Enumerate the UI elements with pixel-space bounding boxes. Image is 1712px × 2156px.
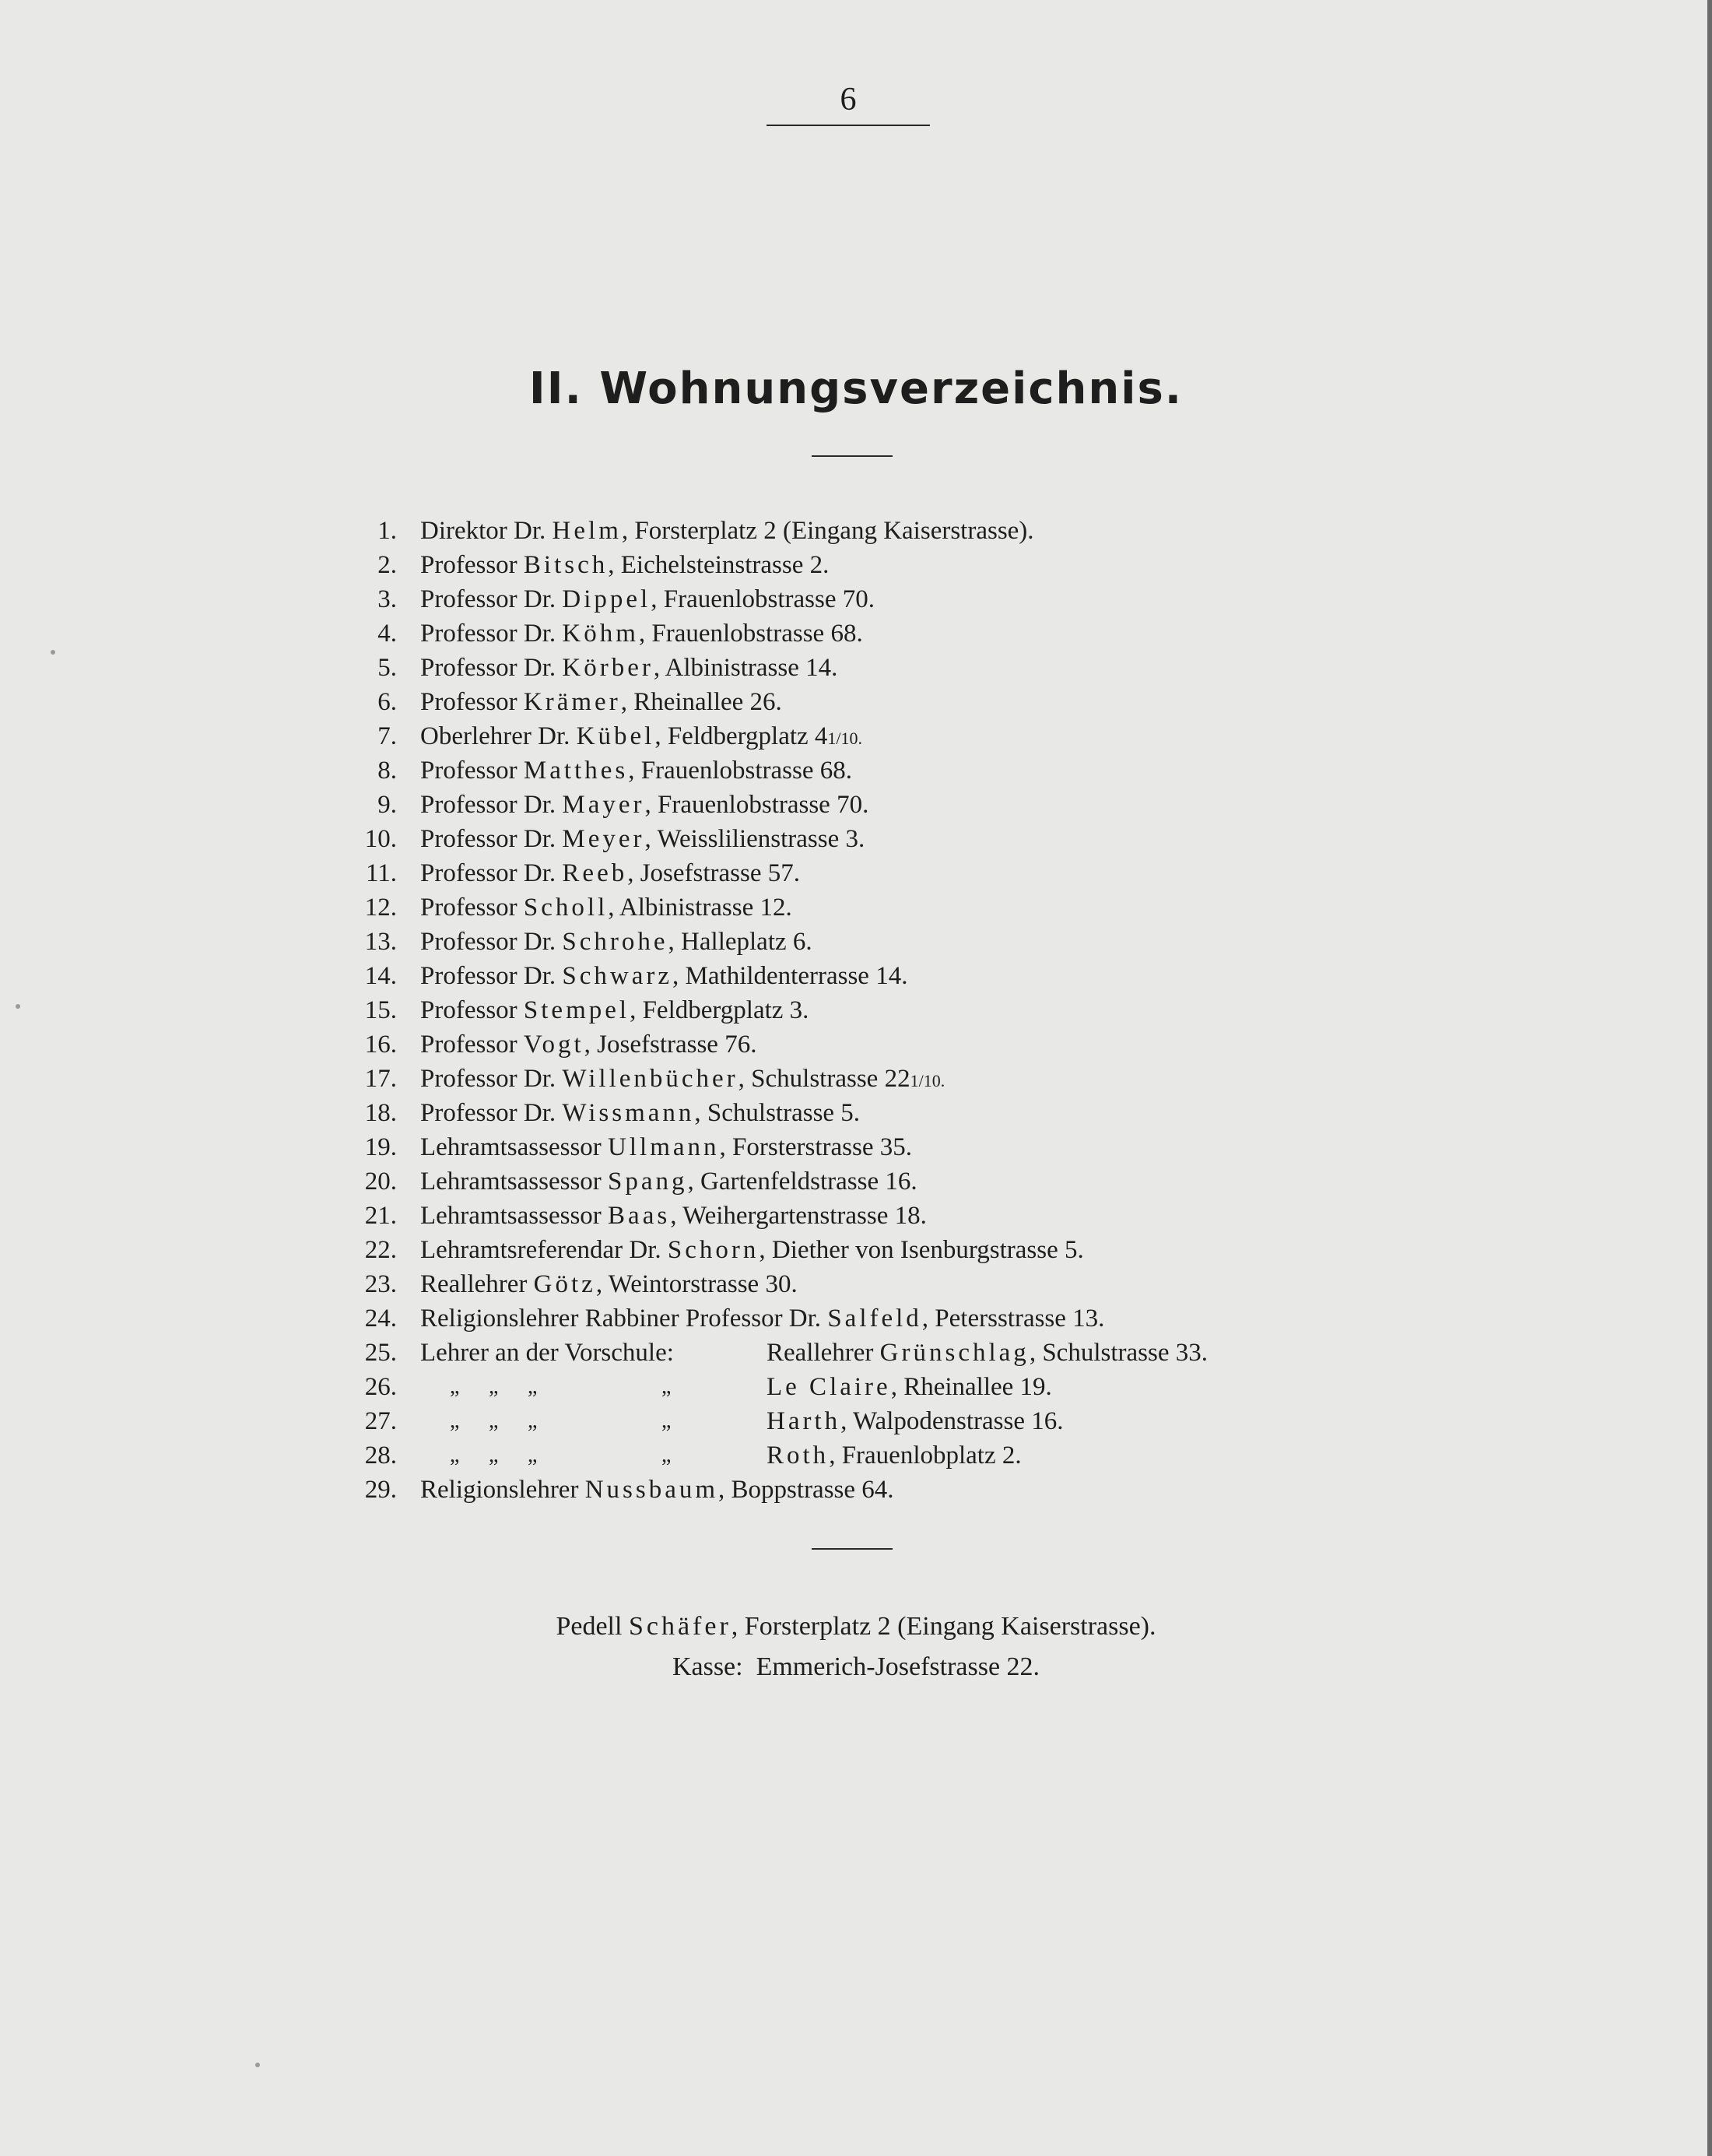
entry-role: Professor [420,551,524,579]
entry-number: 11. [365,859,397,887]
list-item [0,753,1712,788]
entry-number: 22. [364,1236,397,1264]
entry-address: , Feldbergplatz 4 [654,722,828,750]
entry-address: , Halleplatz 6. [668,928,812,956]
entry-name: Ullmann [608,1133,720,1161]
entry-address: , Weihergartenstrasse 18. [670,1202,927,1230]
page-number-rule [767,125,930,126]
pedell-line [0,1607,1712,1646]
entry-name: Wissmann [562,1099,695,1127]
entry-address: , Frauenlobstrasse 70. [644,791,869,819]
entry-address: , Walpodenstrasse 16. [840,1407,1064,1435]
entry-role: Reallehrer [420,1270,534,1298]
list-item [0,651,1712,685]
ditto-mark: „ [450,1443,460,1467]
entry-role: Professor Dr. [420,585,563,613]
list-item [0,1336,1712,1370]
entry-number: 28. [364,1441,397,1470]
entry-name: Meyer [562,825,645,853]
entry-role: Professor [420,1031,524,1059]
entry-number: 14. [364,962,397,990]
entry-number: 17. [364,1065,397,1093]
entry-address: , Schulstrasse 33. [1029,1339,1208,1367]
list-item [0,548,1712,582]
entry-role: Lehramtsassessor [420,1168,609,1196]
entry-number: 26. [364,1373,397,1401]
entry-role: Professor Dr. [420,859,563,887]
pedell-name: Schäfer [628,1612,731,1641]
entry-number: 4. [377,620,397,648]
entry-role: Direktor Dr. [420,517,553,545]
entry-address: , Weintorstrasse 30. [595,1270,798,1298]
entry-number: 20. [364,1168,397,1196]
entry-role: Professor [420,757,524,785]
list-item [0,616,1712,651]
entry-number: 25. [364,1339,397,1367]
ditto-mark: „ [528,1443,538,1467]
entry-address: , Schulstrasse 5. [694,1099,861,1127]
entry-number: 2. [377,551,397,579]
list-item [0,1199,1712,1233]
entry-name: Le Claire [767,1373,891,1401]
list-item [0,1438,1712,1473]
entry-role: Professor Dr. [420,962,563,990]
scan-speck [255,2063,260,2067]
entry-address: , Rheinallee 19. [890,1373,1052,1401]
pedell-address: , Forsterplatz 2 (Eingang Kaiserstrasse). [731,1612,1156,1641]
entry-name: Willenbücher [562,1065,738,1093]
entry-role: Professor Dr. [420,825,563,853]
entry-number: 18. [364,1099,397,1127]
ditto-mark: „ [528,1375,538,1399]
vorschule-heading: Lehrer an der Vorschule: [420,1339,674,1367]
residence-list [0,514,1712,1507]
entry-address: , Boppstrasse 64. [718,1476,894,1504]
list-item [0,993,1712,1027]
entry-number: 27. [364,1407,397,1435]
entry-name: Kübel [576,722,655,750]
entry-name: Schorn [667,1236,760,1264]
list-item [0,1370,1712,1404]
list-item [0,1233,1712,1267]
entry-name: Scholl [523,894,609,922]
entry-role: Lehramtsreferendar Dr. [420,1236,668,1264]
entry-address: , Albinistrasse 14. [653,654,838,682]
entry-role: Professor Dr. [420,620,563,648]
entry-role: Lehramtsassessor [420,1202,609,1230]
entry-name: Bitsch [523,551,609,579]
list-item [0,1130,1712,1164]
entry-address: , Rheinallee 26. [620,688,782,716]
list-item [0,1473,1712,1507]
list-item [0,1267,1712,1301]
entry-role: Professor Dr. [420,654,563,682]
entry-number: 13. [364,928,397,956]
ditto-mark: „ [661,1443,672,1467]
entry-name: Helm [552,517,622,545]
entry-number: 9. [377,791,397,819]
entry-address: , Weisslilienstrasse 3. [644,825,865,853]
ditto-mark: „ [661,1409,672,1433]
entry-address: , Albinistrasse 12. [608,894,792,922]
entry-role: Professor [420,996,524,1024]
entry-name: Köhm [562,620,639,648]
entry-address: , Forsterstrasse 35. [719,1133,912,1161]
entry-number: 24. [364,1304,397,1333]
entry-number: 8. [377,757,397,785]
section-rule [812,1548,893,1550]
entry-role: Religionslehrer Rabbiner Professor Dr. [420,1304,828,1333]
entry-address: , Frauenlobplatz 2. [829,1441,1022,1470]
list-item [0,1027,1712,1062]
entry-name: Matthes [523,757,629,785]
entry-address: , Forsterplatz 2 (Eingang Kaiserstrasse). [621,517,1034,545]
entry-address: , Schulstrasse 22 [738,1065,910,1093]
page-number: 6 [840,82,857,118]
entry-name: Roth [767,1441,830,1470]
list-item [0,959,1712,993]
entry-address: , Feldbergplatz 3. [630,996,809,1024]
entry-name: Dippel [562,585,651,613]
entry-address: , Eichelsteinstrasse 2. [608,551,830,579]
entry-address: , Frauenlobstrasse 68. [628,757,853,785]
entry-fraction: 1/10. [910,1071,945,1090]
entry-fraction: 1/10. [827,729,863,748]
list-item [0,856,1712,890]
entry-name: Nussbaum [584,1476,719,1504]
ditto-mark: „ [528,1409,538,1433]
list-item [0,925,1712,959]
entry-address: , Gartenfeldstrasse 16. [687,1168,917,1196]
entry-name: Reeb [562,859,628,887]
list-item [0,1062,1712,1096]
entry-number: 12. [364,894,397,922]
entry-address: , Josefstrasse 76. [584,1031,757,1059]
entry-role: Reallehrer [767,1339,880,1367]
entry-number: 16. [364,1031,397,1059]
entry-number: 3. [377,585,397,613]
entry-number: 5. [377,654,397,682]
entry-role: Oberlehrer Dr. [420,722,577,750]
ditto-mark: „ [489,1443,499,1467]
entry-number: 1. [377,517,397,545]
pedell-role: Pedell [556,1612,629,1641]
entry-role: Professor [420,894,524,922]
entry-number: 6. [377,688,397,716]
entry-name: Harth [767,1407,841,1435]
title-rule [812,455,893,457]
entry-name: Körber [562,654,654,682]
entry-name: Mayer [562,791,645,819]
entry-name: Salfeld [827,1304,922,1333]
list-item [0,1404,1712,1438]
entry-address: , Mathildenterrasse 14. [672,962,908,990]
entry-name: Schrohe [562,928,668,956]
entry-address: , Petersstrasse 13. [921,1304,1105,1333]
entry-number: 15. [364,996,397,1024]
entry-name: Krämer [523,688,621,716]
ditto-mark: „ [450,1375,460,1399]
list-item [0,1096,1712,1130]
entry-number: 21. [364,1202,397,1230]
entry-number: 7. [377,722,397,750]
list-item [0,890,1712,925]
entry-number: 23. [364,1270,397,1298]
page-title: II. Wohnungsverzeichnis. [528,363,1184,414]
entry-name: Vogt [523,1031,584,1059]
entry-role: Religionslehrer [420,1476,585,1504]
list-item [0,1301,1712,1336]
entry-role: Professor Dr. [420,928,563,956]
list-item [0,685,1712,719]
list-item [0,788,1712,822]
list-item [0,719,1712,753]
kasse-line [0,1648,1712,1687]
entry-role: Professor [420,688,524,716]
ditto-mark: „ [450,1409,460,1433]
entry-role: Professor Dr. [420,791,563,819]
entry-number: 29. [364,1476,397,1504]
list-item [0,582,1712,616]
list-item [0,822,1712,856]
list-item [0,514,1712,548]
list-item [0,1164,1712,1199]
entry-name: Schwarz [562,962,673,990]
entry-name: Götz [533,1270,596,1298]
kasse-label: Kasse: [672,1652,743,1681]
ditto-mark: „ [489,1375,499,1399]
entry-name: Grünschlag [879,1339,1030,1367]
entry-number: 10. [364,825,397,853]
entry-name: Stempel [523,996,630,1024]
entry-role: Lehramtsassessor [420,1133,609,1161]
entry-address: , Josefstrasse 57. [627,859,801,887]
entry-role: Professor Dr. [420,1065,563,1093]
ditto-mark: „ [489,1409,499,1433]
entry-address: , Frauenlobstrasse 68. [638,620,863,648]
entry-role: Professor Dr. [420,1099,563,1127]
kasse-address: Emmerich-Josefstrasse 22. [756,1652,1040,1681]
entry-name: Spang [608,1168,688,1196]
entry-name: Baas [608,1202,671,1230]
ditto-mark: „ [661,1375,672,1399]
entry-address: , Diether von Isenburgstrasse 5. [759,1236,1084,1264]
entry-address: , Frauenlobstrasse 70. [651,585,875,613]
entry-number: 19. [364,1133,397,1161]
